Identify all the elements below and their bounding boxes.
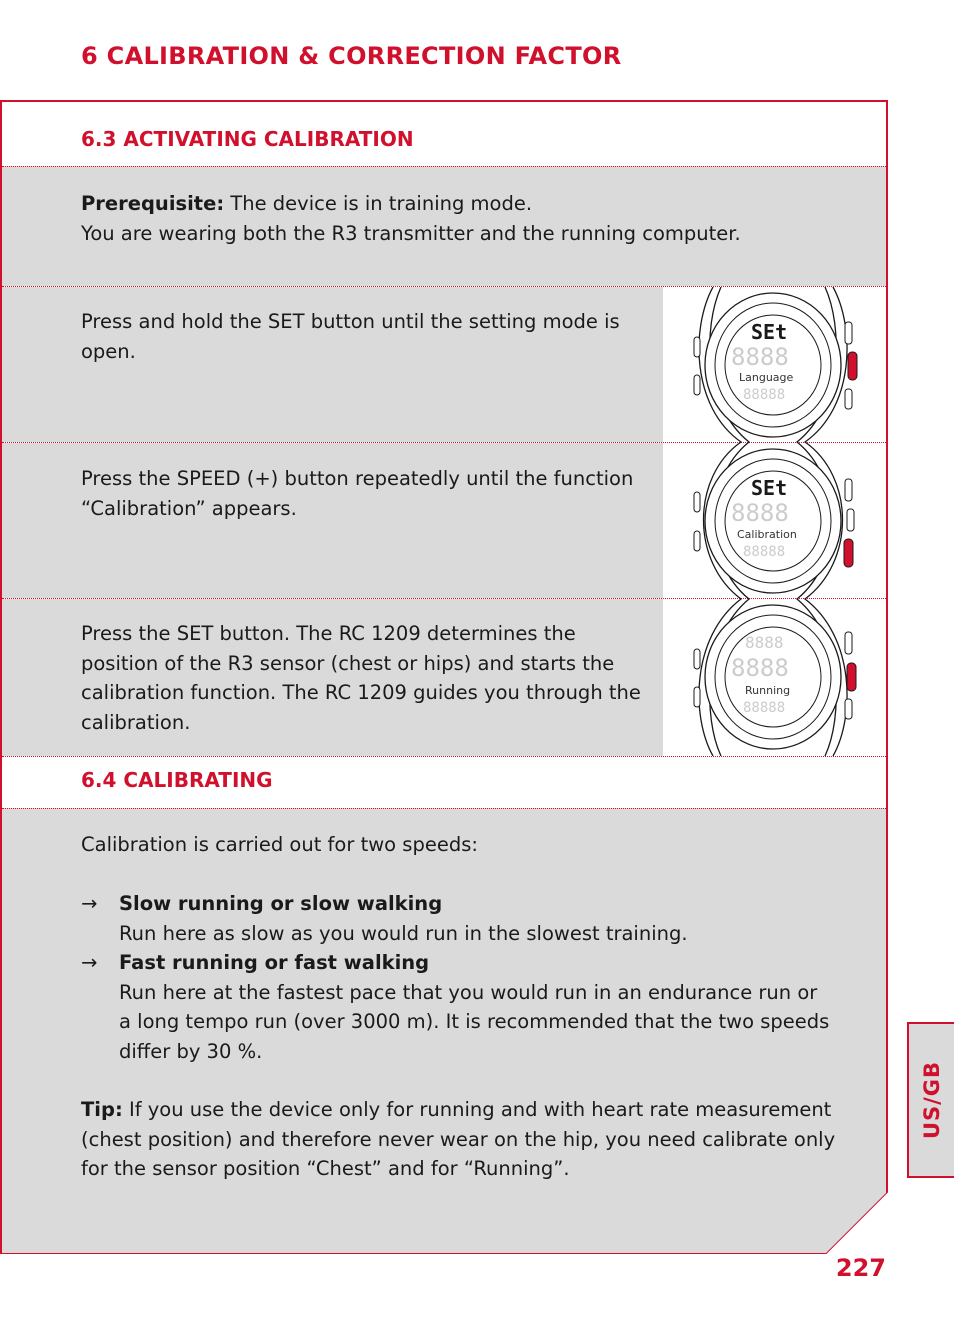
svg-text:88888: 88888 [743,544,786,560]
watch-2-display-bottom: Calibration [737,528,797,541]
tip-body: If you use the device only for running and with heart rate measurement (chest position) and therefore never wear on the hip, you need calibrate only for the sensor position “Chest” and for “Running”. [81,1098,836,1180]
chapter-title: 6 CALIBRATION & CORRECTION FACTOR [81,42,622,70]
svg-text:88888: 88888 [743,387,786,403]
divider [2,756,886,757]
divider [2,808,886,809]
prerequisite-line1: The device is in training mode. [224,192,533,215]
watch-2-display-top: SEt [751,476,788,500]
watch-1 [694,293,857,437]
tip-text [81,1095,841,1184]
tip-label: Tip: [81,1098,123,1121]
watch-1-display-top: SEt [751,320,788,344]
svg-text:88888: 88888 [743,700,786,716]
language-tab [907,1022,954,1178]
step-2-text: Press the SPEED (+) button repeatedly until the function “Calibration” appears. [81,467,634,520]
language-tab-label: US/GB [919,1060,944,1140]
prerequisite-label: Prerequisite: [81,192,225,215]
bullet-text: Run here at the fastest pace that you would run in an endurance run or a long tempo run (over 3000 m). It is recommended that the two speeds differ by 30 %. [119,980,830,1063]
bullet-title: Fast running or fast walking [119,951,430,974]
arrow-right-icon: → [81,951,98,974]
svg-text:8888: 8888 [731,654,789,682]
page-number: 227 [835,1254,886,1282]
arrow-right-icon: → [81,892,98,915]
watch-3 [694,605,856,749]
section-heading-6-4: 6.4 CALIBRATING [81,768,273,792]
svg-text:8888: 8888 [731,343,789,371]
calibrating-intro: Calibration is carried out for two speeds: [81,833,478,856]
step-1-text: Press and hold the SET button until the setting mode is open. [81,310,620,363]
prerequisite-text [81,189,841,248]
watch-3-display-bottom: Running [745,684,791,697]
bullet-text: Run here as slow as you would run in the slowest training. [119,921,688,945]
svg-text:8888: 8888 [731,499,789,527]
divider [2,166,886,167]
bullet-title: Slow running or slow walking [119,892,443,915]
watch-1-display-bottom: Language [739,371,794,384]
svg-text:8888: 8888 [745,633,784,652]
section-heading-6-3: 6.3 ACTIVATING CALIBRATION [81,127,414,151]
prerequisite-line2: You are wearing both the R3 transmitter and the running computer. [81,221,741,245]
watch-illustration [663,287,885,756]
step-3-text: Press the SET button. The RC 1209 determines the position of the R3 sensor (chest or hips) and starts the calibration function. The RC 1209 guides you through the calibration. [81,622,641,734]
